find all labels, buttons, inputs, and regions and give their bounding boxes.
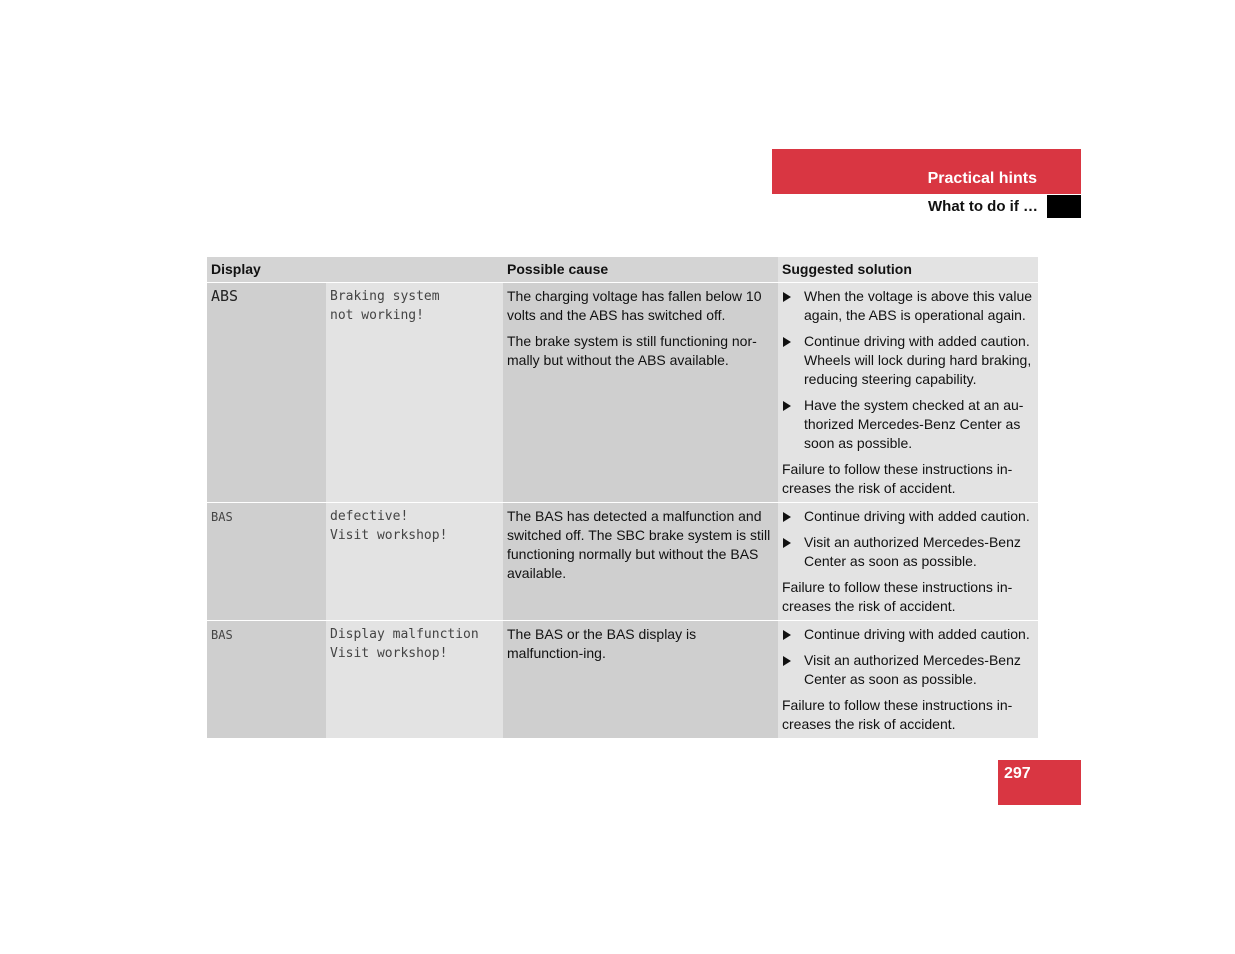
display-message-line: Braking system [330,289,440,304]
bullet-triangle-icon [783,292,791,302]
display-code-cell [207,621,326,739]
cause-text: The BAS or the BAS display is malfunction-ing. [507,626,697,661]
table-row [207,503,1038,621]
bullet-triangle-icon [783,538,791,548]
section-header-band [772,149,1081,194]
suggested-solution-cell [778,503,1038,621]
warning-note: Failure to follow these instructions in-creases the risk of accident. [782,697,1013,732]
column-header-solution: Suggested solution [778,257,1038,283]
suggested-solution-cell [778,621,1038,739]
suggested-solution-cell [778,283,1038,503]
bullet-triangle-icon [783,656,791,666]
cause-text: The brake system is still functioning nor-mally but without the ABS available. [507,333,757,368]
bullet-triangle-icon [783,401,791,411]
table-row [207,283,1038,503]
page-number-box [998,760,1081,805]
solution-step: When the voltage is above this value again, the ABS is operational again. [782,287,1034,325]
possible-cause-cell [503,503,778,621]
diagnostic-table [207,257,1038,739]
solution-step: Continue driving with added caution. Wheels will lock during hard braking, reducing steering capability. [782,332,1034,389]
bullet-triangle-icon [783,337,791,347]
thumb-tab-marker [1047,195,1081,218]
warning-note: Failure to follow these instructions in-creases the risk of accident. [782,461,1013,496]
section-title: Practical hints [927,170,1037,187]
display-code-cell [207,503,326,621]
table-header-row [207,257,1038,283]
display-code: BAS [211,628,233,642]
display-code: ABS [211,287,239,305]
display-message-line: Visit workshop! [330,646,448,661]
solution-step: Have the system checked at an au-thorized Mercedes-Benz Center as soon as possible. [782,396,1034,453]
possible-cause-cell [503,283,778,503]
display-message-cell [326,283,503,503]
display-code-cell [207,283,326,503]
display-message-cell [326,503,503,621]
possible-cause-cell [503,621,778,739]
solution-step: Continue driving with added caution. [782,507,1034,526]
cause-text: The BAS has detected a malfunction and switched off. The SBC brake system is still functioning normally but without the BAS available. [507,508,771,581]
page-number: 297 [1004,765,1031,782]
subsection-title: What to do if … [928,198,1038,215]
table-row [207,621,1038,739]
bullet-triangle-icon [783,630,791,640]
display-message-line: defective! [330,509,409,524]
display-message-line: not working! [330,308,424,323]
solution-step: Visit an authorized Mercedes-Benz Center as soon as possible. [782,533,1034,571]
column-header-display: Display [207,257,503,283]
column-header-cause: Possible cause [503,257,778,283]
display-message-line: Display malfunction [330,627,479,642]
display-message-line: Visit workshop! [330,528,448,543]
bullet-triangle-icon [783,512,791,522]
display-message-cell [326,621,503,739]
warning-note: Failure to follow these instructions in-creases the risk of accident. [782,579,1013,614]
cause-text: The charging voltage has fallen below 10 volts and the ABS has switched off. [507,288,762,323]
solution-step: Visit an authorized Mercedes-Benz Center as soon as possible. [782,651,1034,689]
solution-step: Continue driving with added caution. [782,625,1034,644]
display-code: BAS [211,510,233,524]
